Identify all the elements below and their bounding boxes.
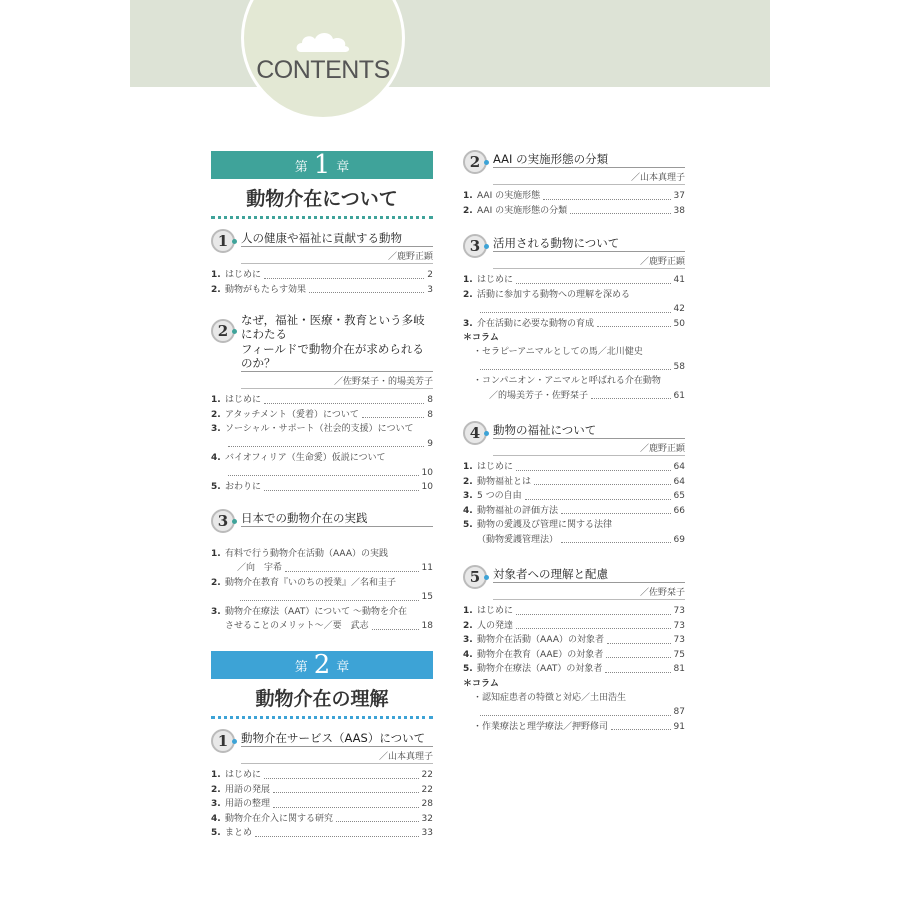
toc-entry[interactable]: 2. 用語の発展 22 (211, 784, 433, 795)
toc-list (211, 768, 433, 841)
chapter-label: 第 (294, 159, 308, 175)
toc-entry[interactable]: 3. ソーシャル・サポート（社会的支援）について (211, 424, 414, 434)
toc-entry[interactable]: 2. 動物がもたらす効果 3 (211, 284, 433, 295)
toc-entry[interactable]: 3. 動物介在活動（AAA）の対象者 73 (463, 635, 685, 645)
toc-entry[interactable]: 2. 活動に参加する動物への理解を深める (463, 289, 631, 300)
page-title: CONTENTS (256, 56, 390, 84)
toc-list (463, 189, 685, 218)
section-author: ／鹿野正顕 (493, 254, 685, 269)
chapter-1 (211, 151, 433, 634)
section-number-badge: 2 (211, 319, 235, 343)
section-number-badge: 4 (463, 421, 487, 445)
section-heading (211, 511, 433, 537)
toc-entry-continuation: ／的場美芳子・佐野栞子 61 (489, 390, 685, 401)
toc-entry[interactable]: 4. 動物福祉の評価方法 66 (463, 505, 685, 516)
chapter-1-title: 動物介在について (211, 184, 433, 219)
header-banner (130, 0, 770, 87)
toc-entry[interactable]: 4. 動物介在教育（AAE）の対象者 75 (463, 649, 685, 660)
chapter-1-header (211, 151, 433, 179)
toc-entry[interactable]: 5. 動物介在療法（AAT）の対象者 81 (463, 664, 685, 674)
toc-entry[interactable]: 5. まとめ 33 (211, 828, 433, 838)
chapter-label: 章 (336, 159, 350, 175)
section-heading (211, 313, 433, 389)
section-title: なぜ，福祉・医療・教育という多岐にわたる (241, 313, 425, 341)
section-author: ／山本真理子 (241, 749, 433, 764)
toc-entry[interactable]: 1. はじめに 2 (211, 270, 433, 280)
toc-entry-continuation: 87 (463, 705, 685, 720)
toc-list (211, 547, 433, 634)
chapter-label: 第 (294, 659, 308, 675)
column-entry[interactable]: ・コンパニオン・アニマルと呼ばれる介在動物 (473, 376, 661, 386)
toc-entry-continuation: 10 (211, 466, 433, 481)
chapter-2-title: 動物介在の理解 (211, 684, 433, 719)
column-label: ＊コラム (463, 333, 499, 343)
toc-entry[interactable]: 2. 動物福祉とは 64 (463, 476, 685, 487)
section-author: ／佐野栞子 (493, 585, 685, 600)
toc-entry[interactable]: 2. 動物介在教育『いのちの授業』／名和圭子 (211, 577, 397, 588)
toc-entry-continuation: ／向 宇希 11 (237, 563, 433, 573)
section-title: 対象者への理解と配慮 (493, 567, 685, 583)
chapter-2 (211, 651, 433, 841)
section-title: 日本での動物介在の実践 (241, 511, 433, 527)
section-heading (463, 567, 685, 600)
toc-entry-continuation: させることのメリット～／要 武志 18 (225, 621, 433, 631)
section-title: フィールドで動物介在が求められるのか？ (241, 342, 433, 372)
chapter-2-header (211, 651, 433, 679)
section-number-badge: 3 (463, 234, 487, 258)
section-number-badge: 3 (211, 509, 235, 533)
toc-entry[interactable]: 1. はじめに 8 (211, 395, 433, 405)
toc-entry[interactable]: 4. 動物介在介入に関する研究 32 (211, 813, 433, 824)
toc-list (211, 393, 433, 495)
toc-entry[interactable]: 1. AAI の実施形態 37 (463, 191, 685, 201)
section-heading (463, 236, 685, 269)
section-heading (463, 423, 685, 456)
toc-entry[interactable]: 5. 動物の愛護及び管理に関する法律 (463, 520, 613, 530)
toc-entry[interactable]: 2. 人の発達 73 (463, 620, 685, 631)
toc-entry[interactable]: 2. AAI の実施形態の分類 38 (463, 205, 685, 216)
section-heading (463, 152, 685, 185)
column-entry[interactable]: ・セラピーアニマルとしての馬／北川健史 (473, 347, 643, 357)
section-author: ／山本真理子 (493, 170, 685, 185)
section-author: ／佐野栞子・的場美芳子 (241, 374, 433, 389)
section-number-badge: 1 (211, 229, 235, 253)
section-title: 活用される動物について (493, 236, 685, 252)
toc-list (463, 604, 685, 734)
cloud-icon (295, 28, 351, 56)
section-title: AAI の実施形態の分類 (493, 152, 685, 168)
section-title: 人の健康や福祉に貢献する動物 (241, 231, 433, 247)
toc-entry[interactable]: 3. 5 つの自由 65 (463, 491, 685, 501)
toc-entry-continuation: 58 (463, 360, 685, 375)
chapter-number: 2 (313, 650, 331, 680)
toc-entry-continuation: （動物愛護管理法） 69 (477, 534, 685, 545)
section-number-badge: 5 (463, 565, 487, 589)
toc-entry[interactable]: 1. はじめに 64 (463, 462, 685, 472)
section-heading (211, 231, 433, 264)
section-number-badge: 1 (211, 729, 235, 753)
section-number-badge: 2 (463, 150, 487, 174)
section-author: ／鹿野正顕 (493, 441, 685, 456)
chapter-number: 1 (313, 150, 331, 180)
section-title: 動物の福祉について (493, 423, 685, 439)
toc-entry-continuation: 42 (463, 302, 685, 317)
toc-entry[interactable]: 1. はじめに 41 (463, 275, 685, 285)
toc-entry[interactable]: 3. 介在活動に必要な動物の育成 50 (463, 318, 685, 329)
section-heading (211, 731, 433, 764)
section-author: ／鹿野正顕 (241, 249, 433, 264)
toc-list (211, 268, 433, 297)
toc-list (463, 273, 685, 403)
column-label: ＊コラム (463, 678, 499, 689)
chapter-2-continued (463, 140, 685, 734)
toc-entry[interactable]: 1. はじめに 73 (463, 606, 685, 616)
toc-entry[interactable]: 5. おわりに 10 (211, 482, 433, 492)
toc-entry[interactable]: 1. 有料で行う動物介在活動（AAA）の実践 (211, 548, 388, 559)
column-entry[interactable]: ・作業療法と理学療法／押野修司 91 (473, 721, 685, 732)
toc-list (463, 460, 685, 547)
column-entry[interactable]: ・認知症患者の特徴と対応／土田浩生 (473, 692, 627, 703)
toc-entry[interactable]: 3. 動物介在療法（AAT）について ～動物を介在 (211, 606, 408, 617)
section-title: 動物介在サービス（AAS）について (241, 731, 433, 747)
toc-entry-continuation: 15 (211, 590, 433, 605)
chapter-label: 章 (336, 659, 350, 675)
toc-entry[interactable]: 3. 用語の整理 28 (211, 799, 433, 809)
toc-entry[interactable]: 1. はじめに 22 (211, 770, 433, 780)
toc-entry-continuation: 9 (211, 437, 433, 452)
toc-entry[interactable]: 2. アタッチメント（愛着）について 8 (211, 409, 433, 420)
toc-entry[interactable]: 4. バイオフィリア（生命愛）仮説について (211, 453, 386, 463)
